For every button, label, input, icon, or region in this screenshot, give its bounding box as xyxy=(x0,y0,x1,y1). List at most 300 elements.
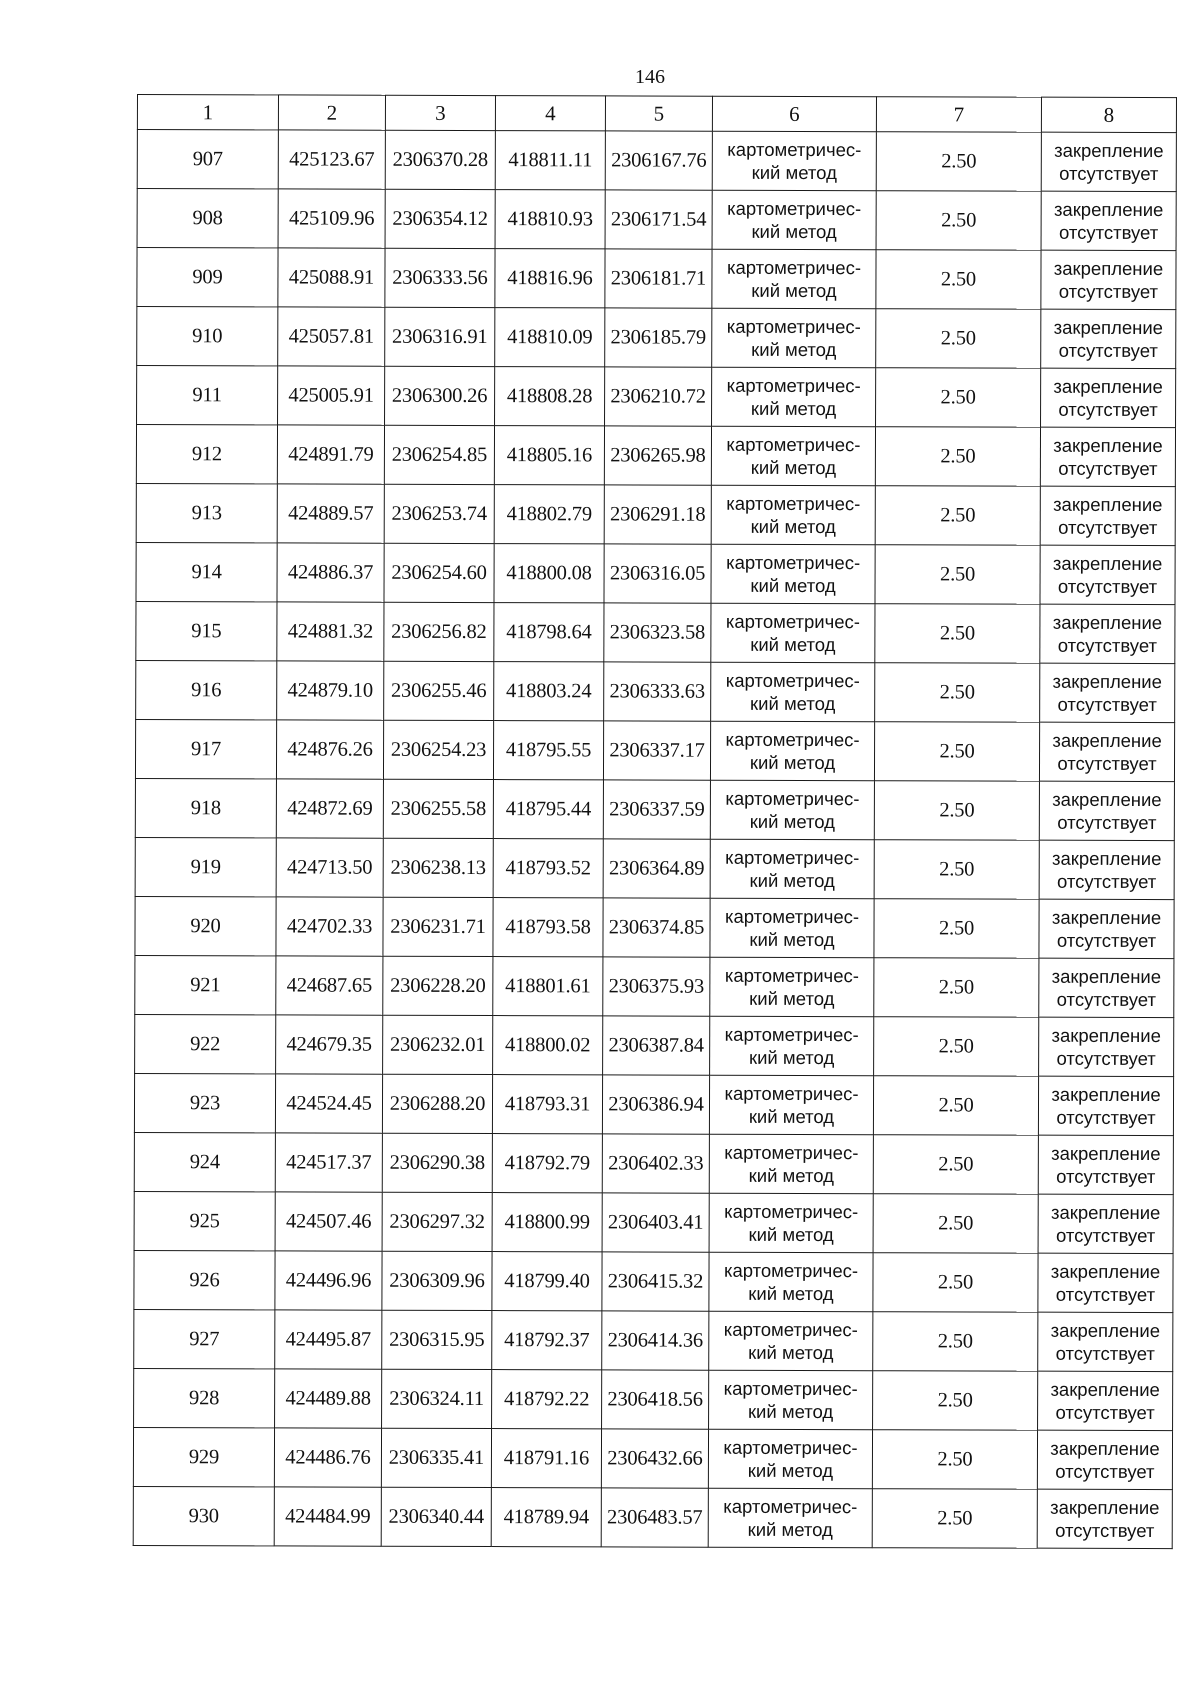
coordinate-cell: 2306185.79 xyxy=(605,308,712,367)
fixing-cell xyxy=(1038,1312,1173,1371)
method-line-1: картометричес- xyxy=(724,964,859,987)
coordinate-cell: 2306300.26 xyxy=(385,366,495,425)
table-row xyxy=(136,425,1175,487)
coordinate-cell: 2306387.84 xyxy=(603,1016,710,1075)
method-line-2: кий метод xyxy=(748,1282,834,1305)
coordinate-cell: 2306232.01 xyxy=(383,1015,493,1074)
table-row xyxy=(137,366,1176,428)
fixing-line-2: отсутствует xyxy=(1056,1165,1156,1188)
fixing-cell xyxy=(1040,663,1175,722)
coordinate-cell: 2306483.57 xyxy=(601,1488,708,1547)
method-line-1: картометричес- xyxy=(725,905,860,928)
accuracy-cell: 2.50 xyxy=(876,250,1041,309)
method-line-2: кий метод xyxy=(750,633,836,656)
method-line-2: кий метод xyxy=(747,1400,834,1423)
fixing-line-1: закрепление xyxy=(1050,1496,1160,1519)
fixing-cell xyxy=(1041,309,1176,368)
header-row xyxy=(137,95,1176,133)
fixing-cell xyxy=(1039,899,1174,958)
fixing-line-2: отсутствует xyxy=(1057,811,1157,834)
fixing-line-2: отсутствует xyxy=(1059,162,1159,185)
method-line-2: кий метод xyxy=(750,397,837,420)
accuracy-cell: 2.50 xyxy=(876,191,1041,250)
column-header: 7 xyxy=(876,97,1041,132)
coordinate-cell: 2306386.94 xyxy=(602,1075,709,1134)
fixing-line-1: закрепление xyxy=(1052,788,1162,811)
coordinate-cell: 425109.96 xyxy=(278,189,385,248)
method-line-2: кий метод xyxy=(751,161,837,184)
method-line-1: картометричес- xyxy=(724,1200,859,1223)
fixing-line-1: закрепление xyxy=(1052,552,1163,575)
coordinate-cell: 424495.87 xyxy=(275,1310,382,1369)
coordinate-cell: 2306253.74 xyxy=(384,484,494,543)
coordinate-cell: 2306324.11 xyxy=(382,1369,492,1428)
method-cell xyxy=(709,1252,873,1311)
coordinate-cell: 418792.22 xyxy=(492,1370,602,1429)
fixing-cell xyxy=(1037,1430,1172,1489)
accuracy-cell: 2.50 xyxy=(875,663,1040,722)
method-cell xyxy=(712,308,876,367)
table-body xyxy=(133,130,1176,1549)
fixing-cell xyxy=(1038,1076,1173,1135)
column-header: 5 xyxy=(605,96,712,131)
coordinates-table xyxy=(133,94,1177,1549)
fixing-line-2: отсутствует xyxy=(1058,457,1158,480)
table-row xyxy=(134,1309,1173,1371)
method-line-2: кий метод xyxy=(751,279,837,302)
method-cell xyxy=(711,544,875,603)
table-row xyxy=(133,1486,1172,1548)
point-number-cell: 929 xyxy=(133,1427,274,1486)
method-line-2: кий метод xyxy=(750,456,837,479)
coordinate-cell: 418801.61 xyxy=(493,957,603,1016)
method-line-1: картометричес- xyxy=(726,492,861,515)
column-header: 2 xyxy=(278,95,385,130)
method-cell xyxy=(710,957,874,1016)
method-cell xyxy=(709,1193,873,1252)
method-line-1: картометричес- xyxy=(724,1082,859,1105)
coordinate-cell: 424872.69 xyxy=(276,779,383,838)
fixing-line-2: отсутствует xyxy=(1058,398,1158,421)
method-line-1: картометричес- xyxy=(724,1141,859,1164)
fixing-line-2: отсутствует xyxy=(1055,1283,1156,1306)
point-number-cell: 922 xyxy=(135,1014,276,1073)
fixing-line-2: отсутствует xyxy=(1058,516,1158,539)
coordinate-cell: 424713.50 xyxy=(276,838,383,897)
method-cell xyxy=(710,839,874,898)
fixing-cell xyxy=(1041,132,1176,191)
point-number-cell: 920 xyxy=(135,896,276,955)
method-line-1: картометричес- xyxy=(724,1023,859,1046)
coordinate-cell: 418811.11 xyxy=(495,131,605,190)
method-cell xyxy=(708,1488,872,1547)
fixing-cell xyxy=(1039,958,1174,1017)
method-line-2: кий метод xyxy=(749,810,836,833)
method-line-2: кий метод xyxy=(749,751,836,774)
coordinate-cell: 2306316.91 xyxy=(385,307,495,366)
accuracy-cell: 2.50 xyxy=(876,132,1041,191)
coordinate-cell: 2306333.63 xyxy=(604,662,711,721)
method-cell xyxy=(712,190,876,249)
fixing-cell xyxy=(1041,250,1176,309)
coordinate-cell: 2306254.23 xyxy=(383,720,493,779)
coordinate-cell: 424687.65 xyxy=(276,956,383,1015)
coordinate-cell: 424524.45 xyxy=(275,1074,382,1133)
method-line-2: кий метод xyxy=(747,1459,834,1482)
method-line-2: кий метод xyxy=(751,220,837,243)
method-line-1: картометричес- xyxy=(727,138,862,161)
point-number-cell: 907 xyxy=(137,130,278,189)
coordinate-cell: 424484.99 xyxy=(274,1487,381,1546)
fixing-line-1: закрепление xyxy=(1050,1201,1161,1224)
method-cell xyxy=(712,131,876,190)
method-cell xyxy=(712,249,876,308)
coordinate-cell: 2306291.18 xyxy=(604,485,711,544)
accuracy-cell: 2.50 xyxy=(873,1194,1038,1253)
point-number-cell: 919 xyxy=(135,837,276,896)
coordinate-cell: 418795.55 xyxy=(493,721,603,780)
fixing-cell xyxy=(1038,1194,1173,1253)
fixing-line-2: отсутствует xyxy=(1056,929,1157,952)
table-row xyxy=(136,483,1175,545)
table-row xyxy=(135,1014,1174,1076)
method-line-1: картометричес- xyxy=(727,197,862,220)
table-row xyxy=(135,719,1174,781)
coordinate-cell: 2306340.44 xyxy=(381,1487,491,1546)
fixing-line-1: закрепление xyxy=(1052,729,1162,752)
table-row xyxy=(134,1191,1173,1253)
method-cell xyxy=(710,898,874,957)
method-line-1: картометричес- xyxy=(726,433,861,456)
coordinate-cell: 424489.88 xyxy=(275,1369,382,1428)
coordinate-cell: 2306290.38 xyxy=(382,1133,492,1192)
column-header: 1 xyxy=(137,95,278,130)
fixing-line-2: отсутствует xyxy=(1057,752,1157,775)
coordinate-cell: 418791.16 xyxy=(491,1429,601,1488)
coordinate-cell: 2306316.05 xyxy=(604,544,711,603)
fixing-line-1: закрепление xyxy=(1051,906,1162,929)
coordinate-cell: 418800.99 xyxy=(492,1193,602,1252)
point-number-cell: 917 xyxy=(135,719,276,778)
method-line-1: картометричес- xyxy=(726,256,862,279)
coordinate-cell: 2306415.32 xyxy=(602,1252,709,1311)
method-line-1: картометричес- xyxy=(725,669,860,692)
method-line-1: картометричес- xyxy=(726,374,861,397)
fixing-line-1: закрепление xyxy=(1053,375,1163,398)
fixing-line-1: закрепление xyxy=(1053,198,1164,221)
coordinate-cell: 2306210.72 xyxy=(605,367,712,426)
accuracy-cell: 2.50 xyxy=(873,1371,1038,1430)
table-row xyxy=(134,1073,1173,1135)
column-header: 4 xyxy=(495,96,605,131)
accuracy-cell: 2.50 xyxy=(872,1489,1037,1548)
fixing-cell xyxy=(1041,368,1176,427)
accuracy-cell: 2.50 xyxy=(875,545,1040,604)
coordinate-cell: 418805.16 xyxy=(494,426,604,485)
method-line-2: кий метод xyxy=(749,869,835,892)
method-line-1: картометричес- xyxy=(723,1318,858,1341)
accuracy-cell: 2.50 xyxy=(873,1076,1038,1135)
point-number-cell: 921 xyxy=(135,955,276,1014)
coordinate-cell: 424496.96 xyxy=(275,1251,382,1310)
coordinate-cell: 418798.64 xyxy=(494,603,604,662)
fixing-line-2: отсутствует xyxy=(1057,575,1158,598)
method-line-2: кий метод xyxy=(748,1046,835,1069)
fixing-line-2: отсутствует xyxy=(1056,988,1156,1011)
method-line-1: картометричес- xyxy=(723,1377,858,1400)
fixing-cell xyxy=(1041,191,1176,250)
method-line-2: кий метод xyxy=(748,1341,834,1364)
accuracy-cell: 2.50 xyxy=(872,1430,1037,1489)
coordinate-cell: 2306256.82 xyxy=(384,602,494,661)
method-cell xyxy=(710,780,874,839)
coordinate-cell: 2306337.59 xyxy=(603,780,710,839)
fixing-line-2: отсутствует xyxy=(1055,1224,1156,1247)
accuracy-cell: 2.50 xyxy=(874,899,1039,958)
coordinate-cell: 425088.91 xyxy=(278,248,385,307)
fixing-line-1: закрепление xyxy=(1051,1024,1161,1047)
coordinate-cell: 2306354.12 xyxy=(385,189,495,248)
coordinate-cell: 2306364.89 xyxy=(603,839,710,898)
table-row xyxy=(137,307,1176,369)
table-row xyxy=(134,1250,1173,1312)
fixing-line-1: закрепление xyxy=(1054,139,1164,162)
coordinate-cell: 2306265.98 xyxy=(604,426,711,485)
coordinate-cell: 424891.79 xyxy=(277,425,384,484)
method-line-2: кий метод xyxy=(750,574,836,597)
method-cell xyxy=(710,721,874,780)
point-number-cell: 908 xyxy=(137,189,278,248)
coordinate-cell: 425057.81 xyxy=(278,307,385,366)
coordinate-cell: 424886.37 xyxy=(277,543,384,602)
coordinate-cell: 418816.96 xyxy=(495,249,605,308)
coordinate-cell: 2306335.41 xyxy=(381,1428,491,1487)
coordinate-cell: 2306171.54 xyxy=(605,190,712,249)
coordinate-cell: 424517.37 xyxy=(275,1133,382,1192)
coordinate-cell: 2306323.58 xyxy=(604,603,711,662)
method-line-1: картометричес- xyxy=(726,551,861,574)
coordinate-cell: 418808.28 xyxy=(495,367,605,426)
coordinate-cell: 424507.46 xyxy=(275,1192,382,1251)
fixing-line-2: отсутствует xyxy=(1055,1460,1155,1483)
coordinate-cell: 418800.02 xyxy=(493,1016,603,1075)
coordinate-cell: 418795.44 xyxy=(493,780,603,839)
point-number-cell: 916 xyxy=(136,660,277,719)
fixing-cell xyxy=(1038,1371,1173,1430)
method-line-2: кий метод xyxy=(750,692,836,715)
point-number-cell: 928 xyxy=(134,1368,275,1427)
coordinate-cell: 2306254.85 xyxy=(384,425,494,484)
method-cell xyxy=(709,1134,873,1193)
point-number-cell: 930 xyxy=(133,1486,274,1545)
fixing-line-2: отсутствует xyxy=(1058,280,1159,303)
method-cell xyxy=(709,1075,873,1134)
table-row xyxy=(137,248,1176,310)
table-row xyxy=(136,660,1175,722)
fixing-line-2: отсутствует xyxy=(1058,339,1158,362)
accuracy-cell: 2.50 xyxy=(875,486,1040,545)
table-row xyxy=(134,1368,1173,1430)
method-line-2: кий метод xyxy=(747,1518,833,1541)
fixing-line-2: отсутствует xyxy=(1058,221,1159,244)
point-number-cell: 918 xyxy=(135,778,276,837)
fixing-line-1: закрепление xyxy=(1053,493,1163,516)
coordinate-cell: 2306255.46 xyxy=(384,661,494,720)
table-row xyxy=(135,837,1174,899)
fixing-line-2: отсутствует xyxy=(1055,1342,1155,1365)
coordinate-cell: 418802.79 xyxy=(494,485,604,544)
table-row xyxy=(137,189,1176,251)
method-line-1: картометричес- xyxy=(723,1259,859,1282)
accuracy-cell: 2.50 xyxy=(874,781,1039,840)
fixing-line-2: отсутствует xyxy=(1057,870,1157,893)
fixing-line-1: закрепление xyxy=(1051,1142,1161,1165)
fixing-line-2: отсутствует xyxy=(1055,1401,1155,1424)
fixing-cell xyxy=(1040,427,1175,486)
column-header: 8 xyxy=(1041,97,1176,132)
method-line-1: картометричес- xyxy=(723,1436,858,1459)
method-cell xyxy=(709,1370,873,1429)
method-cell xyxy=(708,1429,872,1488)
column-header: 6 xyxy=(712,96,876,131)
method-line-1: картометричес- xyxy=(725,787,860,810)
fixing-cell xyxy=(1038,1253,1173,1312)
coordinate-cell: 2306297.32 xyxy=(382,1192,492,1251)
coordinate-cell: 2306228.20 xyxy=(383,956,493,1015)
method-line-1: картометричес- xyxy=(726,315,861,338)
method-line-2: кий метод xyxy=(748,1164,834,1187)
fixing-line-1: закрепление xyxy=(1051,1083,1161,1106)
table-row xyxy=(134,1132,1173,1194)
accuracy-cell: 2.50 xyxy=(874,1017,1039,1076)
table-row xyxy=(136,542,1175,604)
coordinate-cell: 2306333.56 xyxy=(385,248,495,307)
accuracy-cell: 2.50 xyxy=(876,368,1041,427)
fixing-cell xyxy=(1040,545,1175,604)
method-line-2: кий метод xyxy=(748,1105,835,1128)
method-line-1: картометричес- xyxy=(725,846,860,869)
coordinate-cell: 418789.94 xyxy=(491,1488,601,1547)
point-number-cell: 915 xyxy=(136,601,277,660)
method-cell xyxy=(709,1311,873,1370)
fixing-line-1: закрепление xyxy=(1053,434,1163,457)
point-number-cell: 914 xyxy=(136,542,277,601)
accuracy-cell: 2.50 xyxy=(874,722,1039,781)
coordinate-cell: 424881.32 xyxy=(277,602,384,661)
coordinate-cell: 424889.57 xyxy=(277,484,384,543)
method-line-1: картометричес- xyxy=(723,1495,858,1518)
coordinate-cell: 418793.31 xyxy=(492,1075,602,1134)
accuracy-cell: 2.50 xyxy=(873,1135,1038,1194)
coordinate-cell: 2306288.20 xyxy=(382,1074,492,1133)
fixing-cell xyxy=(1039,840,1174,899)
method-line-2: кий метод xyxy=(750,515,836,538)
accuracy-cell: 2.50 xyxy=(875,427,1040,486)
method-cell xyxy=(710,1016,874,1075)
point-number-cell: 910 xyxy=(137,307,278,366)
coordinate-cell: 2306374.85 xyxy=(603,898,710,957)
coordinate-cell: 418792.79 xyxy=(492,1134,602,1193)
fixing-line-1: закрепление xyxy=(1050,1378,1160,1401)
fixing-line-1: закрепление xyxy=(1050,1437,1160,1460)
point-number-cell: 923 xyxy=(134,1073,275,1132)
fixing-cell xyxy=(1039,1017,1174,1076)
fixing-line-1: закрепление xyxy=(1051,965,1162,988)
fixing-line-2: отсутствует xyxy=(1056,1047,1156,1070)
accuracy-cell: 2.50 xyxy=(874,958,1039,1017)
fixing-line-2: отсутствует xyxy=(1055,1519,1155,1542)
coordinate-cell: 2306167.76 xyxy=(605,131,712,190)
coordinate-cell: 2306432.66 xyxy=(601,1429,708,1488)
coordinate-cell: 2306370.28 xyxy=(385,130,495,189)
method-line-1: картометричес- xyxy=(725,728,860,751)
fixing-cell xyxy=(1039,781,1174,840)
coordinate-cell: 2306402.33 xyxy=(602,1134,709,1193)
coordinate-cell: 425005.91 xyxy=(278,366,385,425)
point-number-cell: 912 xyxy=(136,425,277,484)
coordinate-cell: 418799.40 xyxy=(492,1252,602,1311)
coordinate-cell: 418803.24 xyxy=(494,662,604,721)
method-line-2: кий метод xyxy=(749,987,835,1010)
point-number-cell: 924 xyxy=(134,1132,275,1191)
coordinate-cell: 418792.37 xyxy=(492,1311,602,1370)
coordinate-cell: 424486.76 xyxy=(274,1428,381,1487)
fixing-cell xyxy=(1040,486,1175,545)
accuracy-cell: 2.50 xyxy=(876,309,1041,368)
point-number-cell: 909 xyxy=(137,248,278,307)
fixing-cell xyxy=(1039,722,1174,781)
page-number: 146 xyxy=(635,66,665,88)
method-line-2: кий метод xyxy=(751,338,837,361)
table-row xyxy=(135,955,1174,1017)
column-header: 3 xyxy=(385,95,495,130)
point-number-cell: 911 xyxy=(137,366,278,425)
fixing-line-1: закрепление xyxy=(1052,847,1162,870)
coordinate-cell: 2306337.17 xyxy=(603,721,710,780)
accuracy-cell: 2.50 xyxy=(875,604,1040,663)
fixing-line-1: закрепление xyxy=(1050,1319,1161,1342)
coordinate-cell: 424702.33 xyxy=(276,897,383,956)
table-row xyxy=(136,601,1175,663)
method-cell xyxy=(712,367,876,426)
fixing-line-2: отсутствует xyxy=(1057,693,1157,716)
fixing-line-2: отсутствует xyxy=(1057,634,1158,657)
coordinate-cell: 424876.26 xyxy=(276,720,383,779)
coordinate-cell: 424879.10 xyxy=(277,661,384,720)
coordinate-cell: 2306181.71 xyxy=(605,249,712,308)
coordinate-cell: 425123.67 xyxy=(278,130,385,189)
method-line-2: кий метод xyxy=(748,1223,834,1246)
coordinate-cell: 418810.09 xyxy=(495,308,605,367)
coordinate-cell: 2306414.36 xyxy=(602,1311,709,1370)
coordinate-cell: 2306375.93 xyxy=(603,957,710,1016)
accuracy-cell: 2.50 xyxy=(873,1253,1038,1312)
fixing-line-1: закрепление xyxy=(1052,670,1162,693)
fixing-cell xyxy=(1040,604,1175,663)
method-line-2: кий метод xyxy=(749,928,835,951)
coordinate-cell: 2306418.56 xyxy=(602,1370,709,1429)
table-row xyxy=(135,896,1174,958)
coordinate-cell: 2306255.58 xyxy=(383,779,493,838)
fixing-cell xyxy=(1037,1489,1172,1548)
fixing-line-1: закрепление xyxy=(1053,316,1164,339)
fixing-line-1: закрепление xyxy=(1050,1260,1161,1283)
accuracy-cell: 2.50 xyxy=(873,1312,1038,1371)
method-cell xyxy=(711,662,875,721)
fixing-line-1: закрепление xyxy=(1052,611,1163,634)
coordinate-cell: 2306238.13 xyxy=(383,838,493,897)
table-row xyxy=(133,1427,1172,1489)
